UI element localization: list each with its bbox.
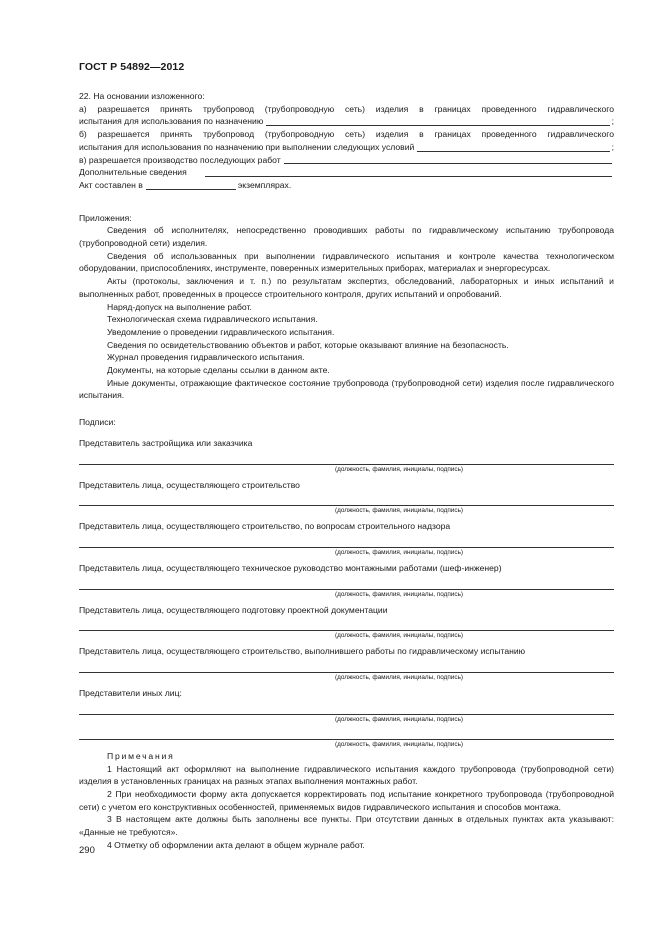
note-item: 4 Отметку об оформлении акта делают в общем журнале работ. (107, 839, 365, 850)
page-number: 290 (79, 845, 95, 856)
attachment-item: Акты (протоколы, заключения и т. п.) по результатам экспертиз, обследований, лабораторных и иных испытаний и выполненных работ, проведенных в процессе строительного контроля, других испытаний и опробований. (79, 276, 614, 299)
signature-hint: (должность, фамилия, инициалы, подпись) (334, 590, 464, 598)
rep-label-tester: Представитель лица, осуществляющего строительство, выполнившего работы по гидравлическому испытанию (79, 646, 526, 657)
signature-line[interactable] (79, 700, 614, 715)
rep-label-builder: Представитель лица, осуществляющего строительство (79, 479, 300, 490)
rep-label-developer: Представитель застройщика или заказчика (79, 437, 253, 448)
signature-hint: (должность, фамилия, инициалы, подпись) (334, 740, 464, 748)
signature-line[interactable] (79, 450, 614, 465)
attachments-title: Приложения: (79, 212, 132, 223)
signature-line[interactable] (79, 725, 614, 740)
attachment-item: Журнал проведения гидравлического испытания. (107, 352, 305, 363)
signature-line[interactable] (79, 658, 614, 673)
signature-line[interactable] (79, 575, 614, 590)
blank-field-extra[interactable] (205, 167, 612, 177)
attachment-item: Наряд-допуск на выполнение работ. (107, 301, 252, 312)
attachment-item: Сведения об использованных при выполнении гидравлического испытания и контроле качества технологическом оборудовании, приспособлениях, инструменте, поверенных измерительных приборах, материалах и энергоресурсах. (79, 250, 614, 274)
signature-hint: (должность, фамилия, инициалы, подпись) (334, 548, 464, 556)
blank-field-v[interactable] (284, 154, 612, 164)
extra-info-label: Дополнительные сведения (79, 167, 187, 178)
attachment-item: Сведения об исполнителях, непосредственно проводивших работы по гидравлическому испытанию трубопровода (трубопроводной сети) изделия. (79, 225, 614, 249)
signature-hint: (должность, фамилия, инициалы, подпись) (334, 632, 464, 640)
blank-field-a[interactable] (266, 116, 609, 126)
rep-label-designer: Представитель лица, осуществляющего подготовку проектной документации (79, 604, 388, 615)
signature-hint: (должность, фамилия, инициалы, подпись) (334, 715, 464, 723)
rep-label-builder-supervision: Представитель лица, осуществляющего строительство, по вопросам строительного надзора (79, 521, 451, 532)
act-copies-line (79, 179, 614, 192)
rep-label-chief-engineer: Представитель лица, осуществляющего техническое руководство монтажными работами (шеф-инженер) (79, 562, 502, 573)
attachment-item: Документы, на которые сделаны ссылки в данном акте. (107, 365, 330, 376)
signatures-title: Подписи: (79, 417, 116, 428)
item22-a-label: испытания для использования по назначению (79, 116, 264, 127)
attachment-item: Сведения по освидетельствованию объектов и работ, которые оказывают влияние на безопасность. (107, 339, 509, 350)
item22-b-label: испытания для использования по назначению при выполнении следующих условий (79, 141, 415, 152)
attachment-item: Технологическая схема гидравлического испытания. (107, 314, 318, 325)
item22-b-line2 (79, 141, 614, 154)
rep-label-others: Представители иных лиц: (79, 688, 182, 699)
signature-hint: (должность, фамилия, инициалы, подпись) (334, 674, 464, 682)
signature-line[interactable] (79, 491, 614, 506)
act-copies-suffix: экземплярах. (237, 179, 292, 190)
act-copies-prefix: Акт составлен в (79, 179, 143, 190)
attachment-item: Иные документы, отражающие фактическое состояние трубопровода (трубопроводной сети) изделия после гидравлического испытания. (79, 377, 614, 401)
blank-field-b[interactable] (417, 142, 609, 152)
semicolon-a: ; (611, 116, 614, 127)
extra-info-line (79, 166, 614, 179)
document-body (79, 90, 614, 851)
note-item: 1 Настоящий акт оформляют на выполнение гидравлического испытания каждого трубопровода (трубопроводной сети) изделия в установленных границах на разных этапах выполнения монтажных работ. (79, 763, 614, 787)
item22-b-line1: б) разрешается принять трубопровод (трубопроводную сеть) изделия в границах проведенного гидравлического (79, 129, 614, 140)
item22-a-line2 (79, 115, 614, 128)
semicolon-b: ; (611, 141, 614, 152)
item22-v-label: в) разрешается производство последующих работ (79, 154, 281, 165)
signature-hint: (должность, фамилия, инициалы, подпись) (334, 507, 464, 515)
item22-a-line1: а) разрешается принять трубопровод (трубопроводную сеть) изделия в границах проведенного гидравлического (79, 103, 614, 114)
item22-title: 22. На основании изложенного: (79, 91, 205, 101)
blank-field-copies[interactable] (146, 180, 236, 190)
standard-header: ГОСТ Р 54892—2012 (79, 61, 185, 73)
note-item: 3 В настоящем акте должны быть заполнены все пункты. При отсутствии данных в отдельных пунктах акта указывают: «Данные не требуются». (79, 814, 614, 838)
signature-line[interactable] (79, 533, 614, 548)
note-item: 2 При необходимости форму акта допускается корректировать под испытание конкретного трубопровода (трубопроводной сети) с учетом его конструктивных особенностей, применяемых видов гидравлического испытания и способов монтажа. (79, 788, 614, 812)
item22-v-line (79, 154, 614, 167)
notes-title: Примечания (107, 750, 175, 761)
signature-line[interactable] (79, 616, 614, 631)
signature-hint: (должность, фамилия, инициалы, подпись) (334, 465, 464, 473)
attachment-item: Уведомление о проведении гидравлического испытания. (107, 326, 335, 337)
